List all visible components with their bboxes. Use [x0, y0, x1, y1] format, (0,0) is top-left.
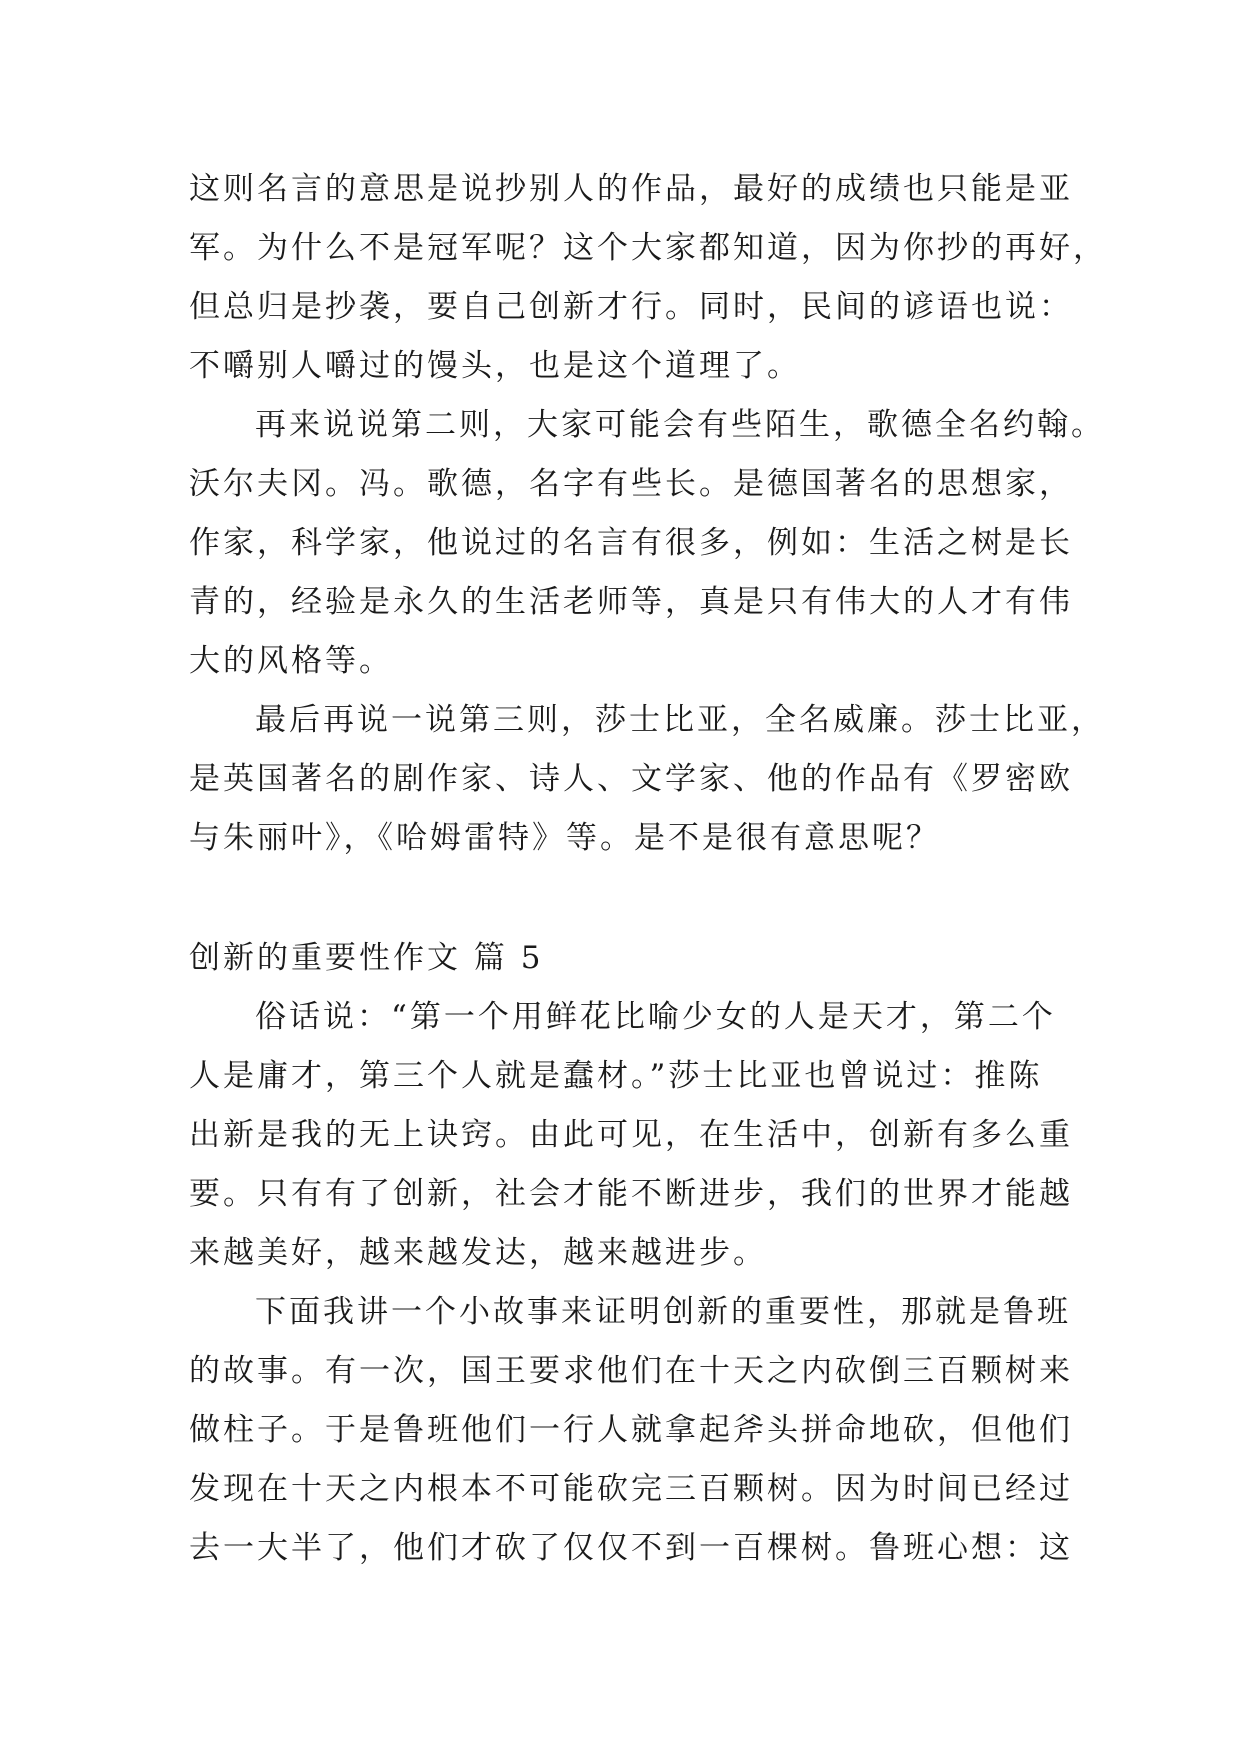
section-heading: 创新的重要性作文 篇 5 — [189, 940, 544, 976]
text-line: 大的风格等。 — [189, 643, 393, 679]
text-line: 不嚼别人嚼过的馒头，也是这个道理了。 — [189, 348, 801, 384]
paragraph — [189, 160, 1107, 396]
text-line: 出新是我的无上诀窍。由此可见，在生活中，创新有多么重 — [189, 1117, 1073, 1153]
text-line: 来越美好，越来越发达，越来越进步。 — [189, 1235, 767, 1271]
text-line: 去一大半了，他们才砍了仅仅不到一百棵树。鲁班心想：这 — [189, 1530, 1073, 1566]
text-line: 沃尔夫冈。冯。歌德，名字有些长。是德国著名的思想家， — [189, 466, 1073, 502]
paragraph — [189, 396, 1105, 691]
paragraph — [189, 1283, 1073, 1578]
text-line: 俗话说：“第一个用鲜花比喻少女的人是天才，第二个 — [255, 999, 1056, 1035]
paragraph — [189, 988, 1073, 1283]
document-page — [189, 160, 1107, 1578]
text-line: 与朱丽叶》，《哈姆雷特》等。是不是很有意思呢？ — [189, 820, 940, 856]
text-line: 军。为什么不是冠军呢？这个大家都知道，因为你抄的再好， — [189, 230, 1107, 266]
text-line: 下面我讲一个小故事来证明创新的重要性，那就是鲁班 — [255, 1294, 1071, 1330]
text-line: 发现在十天之内根本不可能砍完三百颗树。因为时间已经过 — [189, 1471, 1073, 1507]
section-spacer — [189, 868, 1059, 929]
text-line: 人是庸才，第三个人就是蠢材。”莎士比亚也曾说过：推陈 — [189, 1058, 1043, 1094]
text-line: 是英国著名的剧作家、诗人、文学家、他的作品有《罗密欧 — [189, 761, 1073, 797]
text-line: 最后再说一说第三则，莎士比亚，全名威廉。莎士比亚， — [255, 702, 1105, 738]
text-line: 要。只有有了创新，社会才能不断进步，我们的世界才能越 — [189, 1176, 1073, 1212]
text-line: 做柱子。于是鲁班他们一行人就拿起斧头拼命地砍，但他们 — [189, 1412, 1073, 1448]
text-line: 作家，科学家，他说过的名言有很多，例如：生活之树是长 — [189, 525, 1073, 561]
text-line: 青的，经验是永久的生活老师等，真是只有伟大的人才有伟 — [189, 584, 1073, 620]
text-line: 再来说说第二则，大家可能会有些陌生，歌德全名约翰。 — [255, 407, 1105, 443]
text-line: 但总归是抄袭，要自己创新才行。同时，民间的谚语也说： — [189, 289, 1073, 325]
text-line: 的故事。有一次，国王要求他们在十天之内砍倒三百颗树来 — [189, 1353, 1073, 1389]
text-line: 这则名言的意思是说抄别人的作品，最好的成绩也只能是亚 — [189, 171, 1073, 207]
paragraph — [189, 691, 1105, 868]
